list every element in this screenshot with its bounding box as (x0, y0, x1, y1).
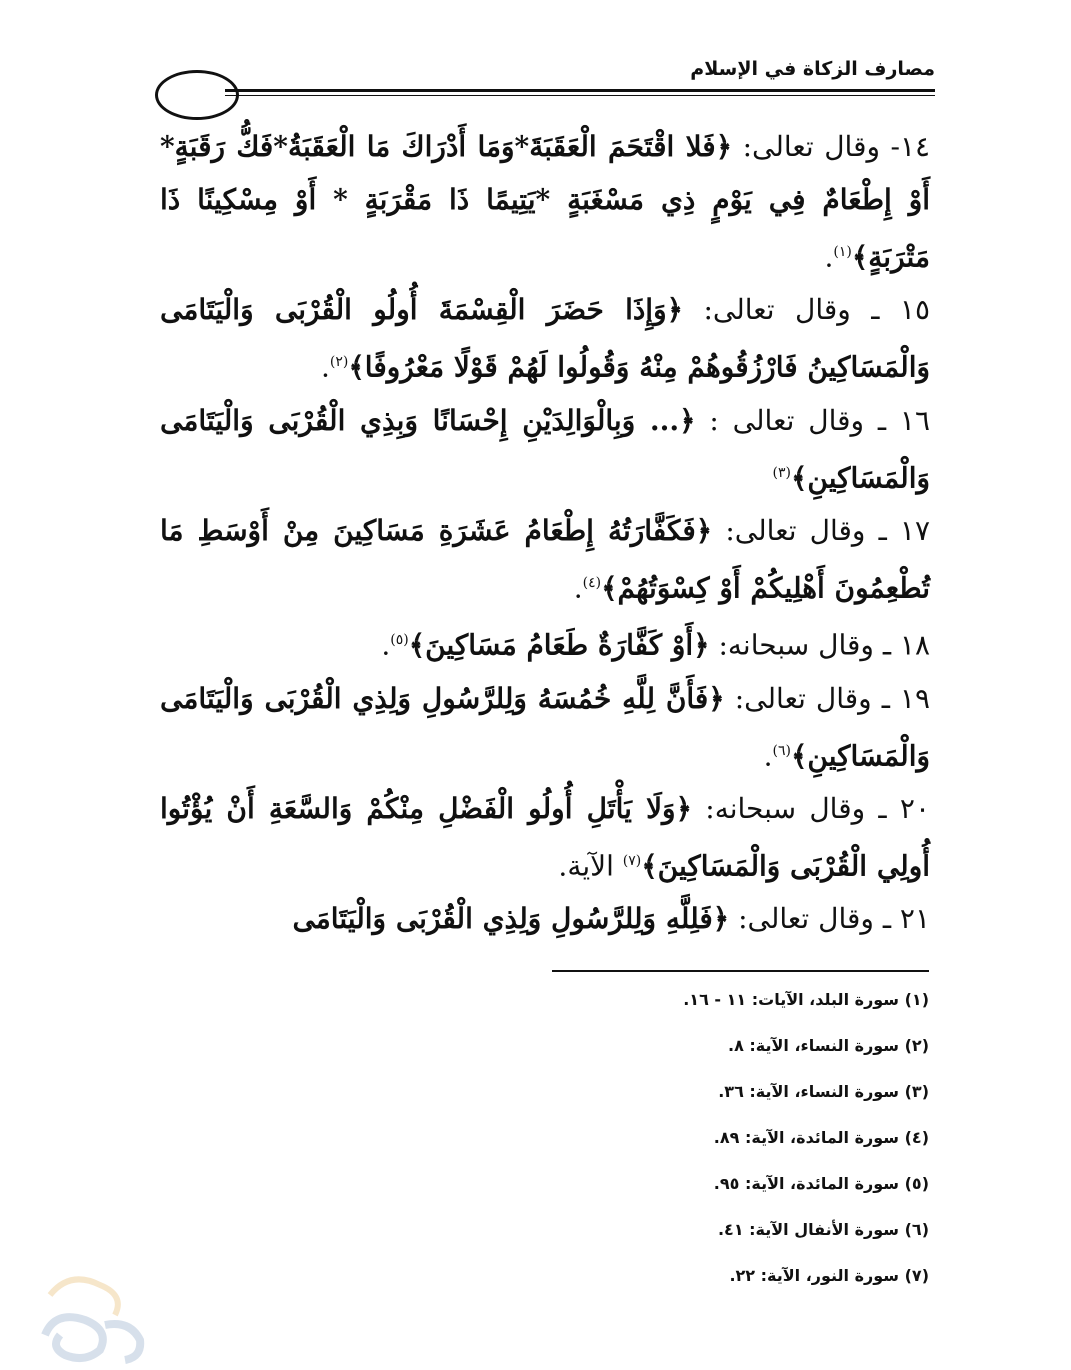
entry-number: ١٩ ـ (881, 681, 930, 715)
footnote-separator (552, 970, 929, 972)
publisher-watermark-logo (30, 1265, 160, 1365)
header-rule-thick (225, 89, 935, 92)
entry-16 (160, 394, 930, 504)
quran-verse: ﴿فَكَفَّارَتُهُ إِطْعَامُ عَشَرَةِ مَسَاكِينَ مِنْ أَوْسَطِ مَا تُطْعِمُونَ أَهْلِيكُمْ أَوْ كِسْوَتُهُمْ﴾ (160, 513, 930, 605)
quran-verse: ﴿وَإِذَا حَضَرَ الْقِسْمَةَ أُولُو الْقُرْبَى وَالْيَتَامَى وَالْمَسَاكِينُ فَارْزُقُوهُمْ مِنْهُ وَقُولُوا لَهُمْ قَوْلًا مَعْرُوفًا﴾ (160, 293, 930, 384)
entry-number: ١٤- (890, 130, 931, 163)
entry-intro: وقال تعالى: (734, 681, 872, 715)
footnote-marker: (٦) (772, 742, 791, 759)
entry-number: ١٧ ـ (878, 513, 930, 547)
entry-intro: وقال تعالى: (703, 293, 851, 327)
footnote-marker: (٣) (772, 464, 791, 481)
entry-20 (160, 782, 930, 892)
entry-number: ١٨ ـ (882, 628, 930, 662)
entry-19 (160, 672, 930, 782)
entry-tail: . (573, 571, 583, 605)
footnote-7: (٧) سورة النور، الآية: ٢٢. (729, 1266, 929, 1285)
entry-17 (160, 504, 930, 614)
footnote-marker: (١) (833, 244, 852, 260)
entry-tail: . (381, 628, 391, 662)
quran-verse: ﴿فَلا اقْتَحَمَ الْعَقَبَةَ*وَمَا أَدْرَاكَ مَا الْعَقَبَةُ*فَكُّ رَقَبَةٍ* أَوْ إِطْعَامٌ فِي يَوْمٍ ذِي مَسْغَبَةٍ *يَتِيمًا ذَا مَقْرَبَةٍ * أَوْ مِسْكِينًا ذَا مَتْرَبَةٍ﴾ (160, 130, 930, 274)
entry-21 (160, 892, 930, 945)
entry-intro: وقال تعالى : (709, 403, 865, 437)
footnote-marker: (٤) (582, 574, 602, 591)
entry-intro: وقال تعالى: (742, 130, 880, 163)
footnote-3: (٣) سورة النساء، الآية: ٣٦. (718, 1082, 929, 1101)
footnote-marker: (٥) (390, 632, 409, 649)
entry-intro: وقال سبحانه: (705, 791, 866, 825)
entry-intro: وقال تعالى: (738, 902, 874, 936)
entry-tail: الآية. (558, 849, 614, 883)
entry-18 (160, 614, 930, 671)
quran-verse: ﴿أَوْ كَفَّارَةٌ طَعَامُ مَسَاكِينَ﴾ (408, 628, 710, 662)
footnote-5: (٥) سورة المائدة، الآية: ٩٥. (713, 1174, 929, 1193)
footnote-1: (١) سورة البلد، الآيات: ١١ - ١٦. (683, 990, 929, 1009)
entry-number: ١٦ ـ (877, 403, 930, 437)
running-header-title: مصارف الزكاة في الإسلام (690, 58, 935, 80)
entry-tail: . (321, 350, 330, 384)
entry-tail: . (824, 240, 834, 274)
quran-verse: ﴿وَلَا يَأْتَلِ أُولُو الْفَضْلِ مِنْكُمْ وَالسَّعَةِ أَنْ يُؤْتُوا أُولِي الْقُرْبَى وَالْمَسَاكِينَ﴾ (160, 791, 930, 883)
entry-number: ١٥ ـ (871, 293, 930, 327)
quran-verse: ﴿فَأَنَّ لِلَّهِ خُمُسَهُ وَلِلرَّسُولِ وَلِذِي الْقُرْبَى وَالْيَتَامَى وَالْمَسَاكِينِ﴾ (160, 681, 930, 772)
entry-intro: وقال تعالى: (725, 513, 866, 547)
footnote-4: (٤) سورة المائدة، الآية: ٨٩. (713, 1128, 929, 1147)
header-rule-thin (225, 95, 935, 96)
footnotes (509, 985, 929, 1307)
main-body (160, 120, 930, 945)
entry-14 (160, 120, 930, 283)
entry-tail: . (763, 738, 773, 772)
footnote-6: (٦) سورة الأنفال الآية: ٤١. (717, 1220, 929, 1239)
footnote-marker: (٧) (622, 852, 642, 869)
page-header (155, 52, 935, 120)
entry-intro: وقال سبحانه: (718, 628, 874, 662)
quran-verse: ﴿... وَبِالْوَالِدَيْنِ إِحْسَانًا وَبِذِي الْقُرْبَى وَالْيَتَامَى وَالْمَسَاكِينِ﴾ (160, 403, 930, 494)
entry-15 (160, 283, 930, 393)
entry-number: ٢٠ ـ (878, 791, 930, 825)
footnote-marker: (٢) (329, 354, 349, 371)
entry-number: ٢١ ـ (882, 902, 930, 936)
quran-verse: ﴿فَلِلَّهِ وَلِلرَّسُولِ وَلِذِي الْقُرْبَى وَالْيَتَامَى (292, 902, 730, 936)
footnote-2: (٢) سورة النساء، الآية: ٨. (727, 1036, 929, 1055)
